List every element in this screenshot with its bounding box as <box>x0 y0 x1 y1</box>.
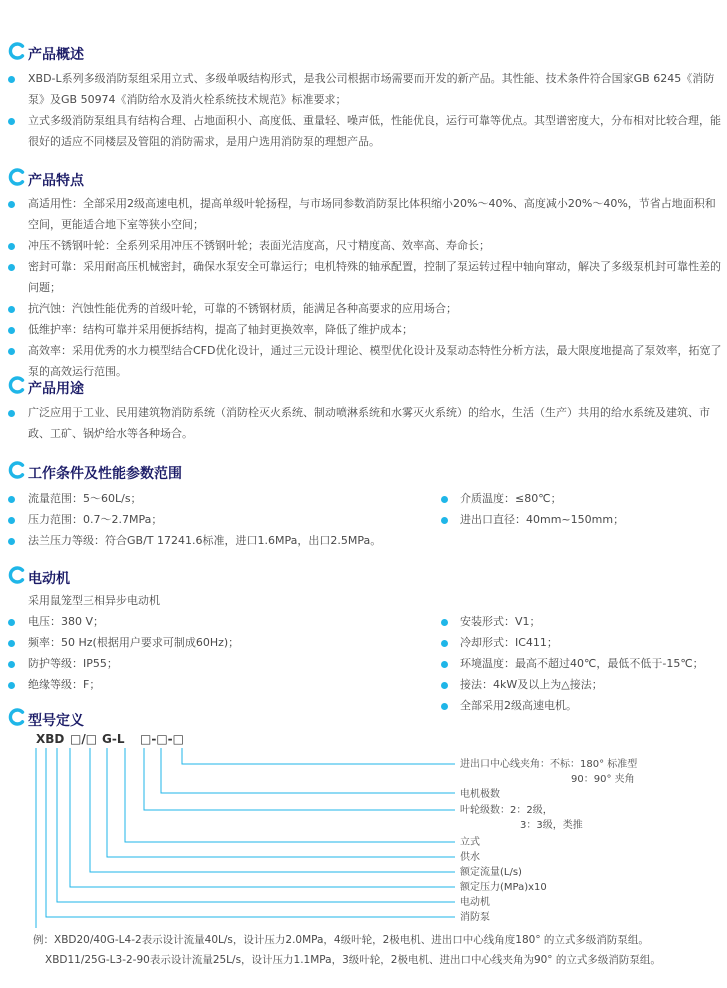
code-part-xbd: XBD <box>36 732 65 746</box>
paragraph: 立式多级消防泵组具有结构合理、占地面积小、高度低、重量轻、噪声低，性能优良，运行可靠等优点。其型谱密度大，分布相对比较合理，能很好的适应不同楼层及管阻的消防需求，是用户选用消防泵的理想产品。 <box>28 114 721 148</box>
code-part-flow-pressure: □/□ <box>70 732 98 746</box>
list-item: 流量范围：5～60L/s； <box>28 492 142 505</box>
bullet-icon <box>441 496 448 503</box>
bullet-icon <box>441 640 448 647</box>
example-1: 例：XBD20/40G-L4-2表示设计流量40L/s，设计压力2.0MPa，4级叶轮，2极电机、进出口中心线角度180° 的立式多级消防泵组。 <box>33 934 649 946</box>
motor-intro: 采用鼠笼型三相异步电动机 <box>28 594 160 607</box>
label-motor: 电动机 <box>460 897 490 908</box>
label-water-supply: 供水 <box>460 852 480 863</box>
bullet-icon <box>441 682 448 689</box>
bullet-icon <box>8 243 15 250</box>
model-code-diagram <box>0 728 727 928</box>
bullet-icon <box>8 640 15 647</box>
bullet-icon <box>8 682 15 689</box>
list-item: 介质温度：≤80℃； <box>460 492 562 505</box>
bullet-icon <box>8 538 15 545</box>
paragraph: XBD-L系列多级消防泵组采用立式、多级单吸结构形式，是我公司根据市场需要而开发的新产品。其性能、技术条件符合国家GB 6245《消防泵》及GB 50974《消防给水及消火栓系统技术规范》标准要求； <box>28 72 715 106</box>
bullet-icon <box>8 118 15 125</box>
example-2: XBD11/25G-L3-2-90表示设计流量25L/s，设计压力1.1MPa，3级叶轮，2极电机、进出口中心线夹角为90° 的立式多级消防泵组。 <box>45 954 661 966</box>
c-shape-icon <box>8 168 26 186</box>
bullet-icon <box>441 517 448 524</box>
bullet-icon <box>8 410 15 417</box>
list-item: 冲压不锈钢叶轮：全系列采用冲压不锈钢叶轮；表面光洁度高，尺寸精度高、效率高、寿命长； <box>28 239 490 252</box>
list-item: 防护等级：IP55； <box>28 657 118 670</box>
code-part-stages: □-□-□ <box>140 732 184 746</box>
paragraph: 广泛应用于工业、民用建筑物消防系统（消防栓灭火系统、制动喷淋系统和水雾灭火系统）的给水，生活（生产）共用的给水系统及建筑、市政、工矿、锅炉给水等各种场合。 <box>28 406 710 440</box>
list-item: 高效率：采用优秀的水力模型结合CFD优化设计，通过三元设计理论、模型优化设计及泵动态特性分析方法，最大限度地提高了泵效率，拓宽了泵的高效运行范围。 <box>28 344 722 378</box>
list-item: 密封可靠：采用耐高压机械密封，确保水泵安全可靠运行；电机特殊的轴承配置，控制了泵运转过程中轴向窜动，解决了多级泵机封可靠性差的问题； <box>28 260 721 294</box>
c-shape-icon <box>8 376 26 394</box>
bullet-icon <box>8 496 15 503</box>
c-shape-icon <box>8 42 26 60</box>
bullet-icon <box>8 76 15 83</box>
list-item: 进出口直径：40mm~150mm； <box>460 513 625 526</box>
list-item: 压力范围：0.7～2.7MPa； <box>28 513 163 526</box>
bullet-icon <box>8 517 15 524</box>
list-item: 频率：50 Hz(根据用户要求可制成60Hz)； <box>28 636 240 649</box>
c-shape-icon <box>8 566 26 584</box>
c-shape-icon <box>8 461 26 479</box>
bullet-icon <box>8 661 15 668</box>
list-item: 抗汽蚀：汽蚀性能优秀的首级叶轮，可靠的不锈钢材质，能满足各种高要求的应用场合； <box>28 302 457 315</box>
bullet-icon <box>8 264 15 271</box>
list-item: 绝缘等级：F； <box>28 678 101 691</box>
label-vertical: 立式 <box>460 837 480 848</box>
label-outlet-angle: 进出口中心线夹角：不标：180° 标准型 <box>460 759 638 770</box>
list-item: 高适用性：全部采用2级高速电机，提高单级叶轮扬程，与市场同参数消防泵比体积缩小20%～40%、高度减小20%～40%，节省占地面积和空间，更能适合地下室等狭小空间； <box>28 197 716 231</box>
c-shape-icon <box>8 708 26 726</box>
bullet-icon <box>8 348 15 355</box>
leader-lines <box>36 748 455 928</box>
section-title: 产品特点 <box>28 173 84 189</box>
bullet-icon <box>441 619 448 626</box>
list-item: 全部采用2级高速电机。 <box>460 699 577 712</box>
bullet-icon <box>8 327 15 334</box>
section-title: 工作条件及性能参数范围 <box>28 466 182 482</box>
list-item: 低维护率：结构可靠并采用便拆结构，提高了轴封更换效率，降低了维护成本； <box>28 323 413 336</box>
bullet-icon <box>441 703 448 710</box>
section-title: 型号定义 <box>28 713 84 729</box>
section-title: 电动机 <box>28 571 70 587</box>
list-item: 冷却形式：IC411； <box>460 636 558 649</box>
label-stages-3: 3：3级，类推 <box>520 820 583 831</box>
list-item: 接法：4kW及以上为△接法； <box>460 678 603 691</box>
section-title: 产品概述 <box>28 47 84 63</box>
label-rated-pressure: 额定压力(MPa)x10 <box>460 882 547 893</box>
list-item: 环境温度：最高不超过40℃，最低不低于-15℃； <box>460 657 704 670</box>
bullet-icon <box>8 201 15 208</box>
bullet-icon <box>8 306 15 313</box>
label-motor-poles: 电机极数 <box>460 789 500 800</box>
label-fire-pump: 消防泵 <box>460 912 490 923</box>
bullet-icon <box>8 619 15 626</box>
list-item: 安装形式：V1； <box>460 615 541 628</box>
list-item: 电压：380 V； <box>28 615 105 628</box>
section-title: 产品用途 <box>28 381 84 397</box>
label-angle-90: 90：90° 夹角 <box>571 774 635 785</box>
label-rated-flow: 额定流量(L/s) <box>460 867 522 878</box>
bullet-icon <box>441 661 448 668</box>
list-item: 法兰压力等级：符合GB/T 17241.6标准，进口1.6MPa，出口2.5MPa。 <box>28 534 382 547</box>
code-part-gl: G-L <box>102 732 125 746</box>
label-impeller-stages: 叶轮级数：2：2级， <box>460 805 553 816</box>
